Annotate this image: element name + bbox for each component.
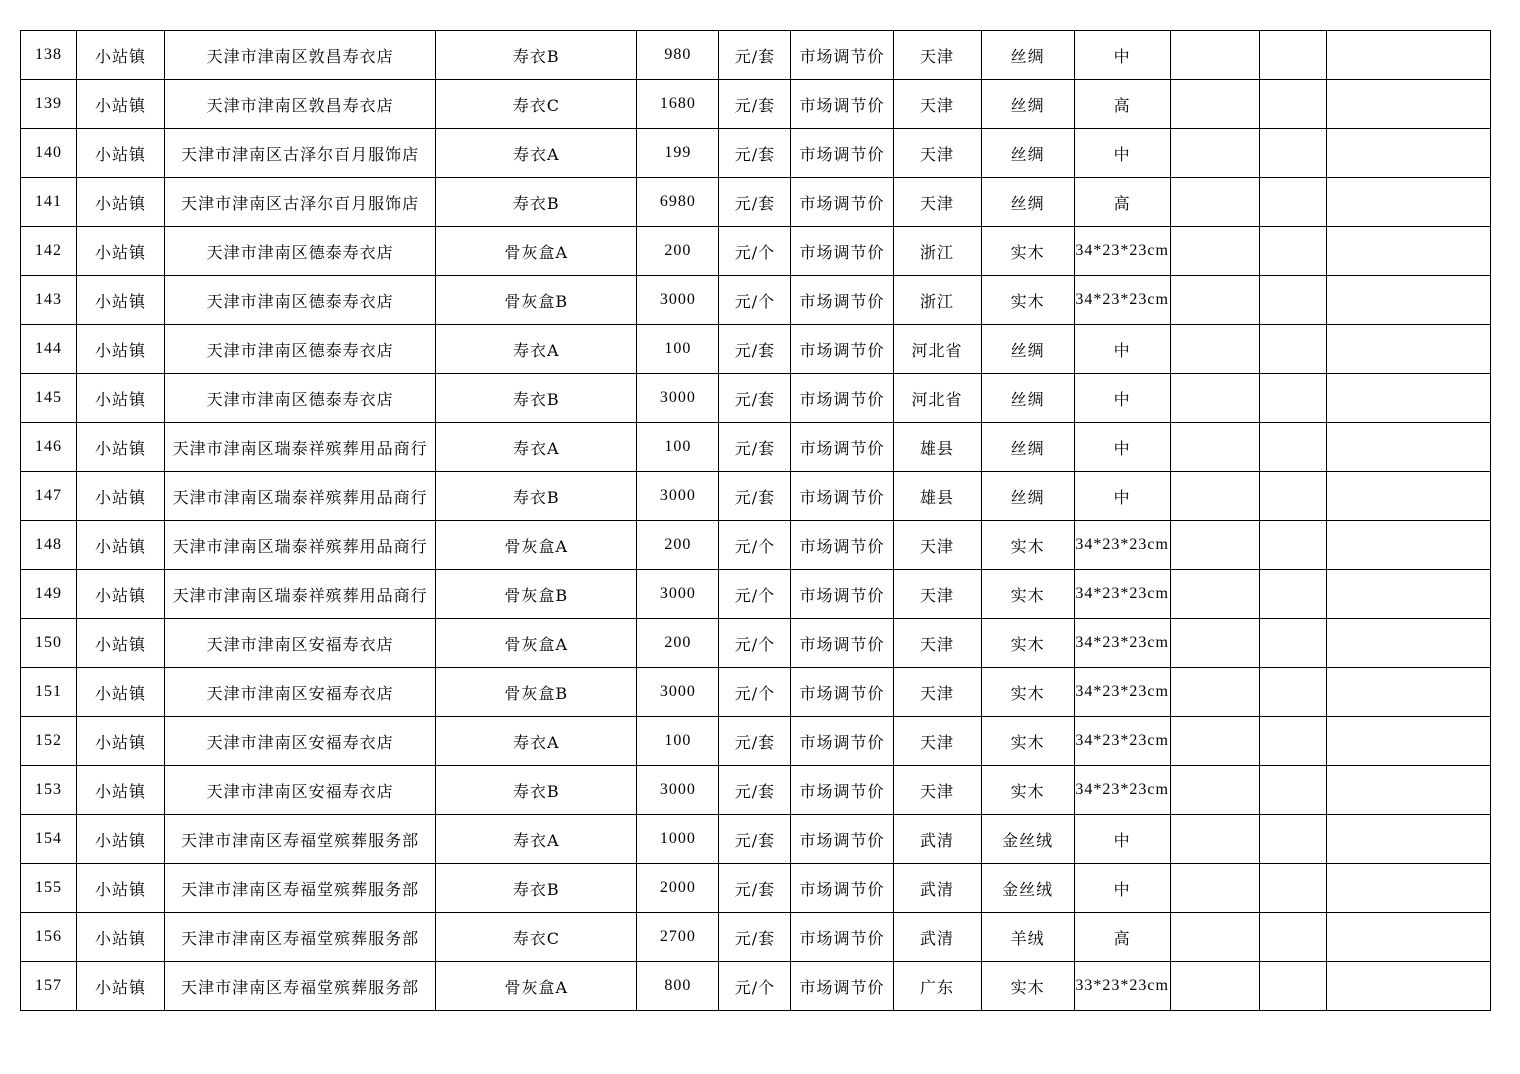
price-cell: 3000 (637, 374, 719, 423)
town-cell: 小站镇 (77, 276, 165, 325)
price-cell: 3000 (637, 472, 719, 521)
price-type-cell: 市场调节价 (791, 31, 893, 80)
origin-cell: 河北省 (893, 374, 981, 423)
empty-cell (1170, 815, 1259, 864)
spec-cell: 34*23*23cm (1074, 619, 1170, 668)
empty-cell (1259, 227, 1326, 276)
origin-cell: 浙江 (893, 227, 981, 276)
empty-cell (1326, 864, 1490, 913)
price-cell: 100 (637, 325, 719, 374)
shop-name-cell: 天津市津南区古泽尔百月服饰店 (165, 129, 436, 178)
origin-cell: 浙江 (893, 276, 981, 325)
material-cell: 实木 (981, 962, 1074, 1011)
empty-cell (1259, 521, 1326, 570)
empty-cell (1170, 31, 1259, 80)
row-number-cell: 144 (21, 325, 77, 374)
material-cell: 丝绸 (981, 178, 1074, 227)
empty-cell (1326, 129, 1490, 178)
material-cell: 丝绸 (981, 374, 1074, 423)
empty-cell (1259, 668, 1326, 717)
product-name-cell: 骨灰盒B (436, 276, 637, 325)
unit-cell: 元/套 (719, 913, 791, 962)
empty-cell (1326, 815, 1490, 864)
empty-cell (1326, 472, 1490, 521)
empty-cell (1326, 178, 1490, 227)
unit-cell: 元/个 (719, 276, 791, 325)
empty-cell (1170, 472, 1259, 521)
town-cell: 小站镇 (77, 717, 165, 766)
price-type-cell: 市场调节价 (791, 864, 893, 913)
shop-name-cell: 天津市津南区安福寿衣店 (165, 717, 436, 766)
price-cell: 200 (637, 227, 719, 276)
empty-cell (1326, 619, 1490, 668)
unit-cell: 元/套 (719, 129, 791, 178)
shop-name-cell: 天津市津南区安福寿衣店 (165, 668, 436, 717)
empty-cell (1170, 717, 1259, 766)
empty-cell (1326, 668, 1490, 717)
unit-cell: 元/套 (719, 423, 791, 472)
price-type-cell: 市场调节价 (791, 815, 893, 864)
row-number-cell: 143 (21, 276, 77, 325)
product-name-cell: 寿衣B (436, 472, 637, 521)
empty-cell (1326, 717, 1490, 766)
table-row (21, 962, 1491, 1011)
unit-cell: 元/套 (719, 472, 791, 521)
town-cell: 小站镇 (77, 472, 165, 521)
empty-cell (1170, 962, 1259, 1011)
origin-cell: 天津 (893, 570, 981, 619)
empty-cell (1170, 227, 1259, 276)
table-row (21, 276, 1491, 325)
shop-name-cell: 天津市津南区寿福堂殡葬服务部 (165, 815, 436, 864)
unit-cell: 元/套 (719, 864, 791, 913)
town-cell: 小站镇 (77, 815, 165, 864)
product-name-cell: 寿衣A (436, 129, 637, 178)
product-name-cell: 寿衣B (436, 374, 637, 423)
spec-cell: 34*23*23cm (1074, 570, 1170, 619)
table-row (21, 913, 1491, 962)
price-type-cell: 市场调节价 (791, 374, 893, 423)
table-row (21, 570, 1491, 619)
origin-cell: 广东 (893, 962, 981, 1011)
empty-cell (1170, 276, 1259, 325)
spec-cell: 中 (1074, 815, 1170, 864)
origin-cell: 河北省 (893, 325, 981, 374)
empty-cell (1170, 668, 1259, 717)
origin-cell: 武清 (893, 864, 981, 913)
row-number-cell: 146 (21, 423, 77, 472)
empty-cell (1259, 815, 1326, 864)
table-row (21, 766, 1491, 815)
spec-cell: 34*23*23cm (1074, 766, 1170, 815)
town-cell: 小站镇 (77, 31, 165, 80)
origin-cell: 武清 (893, 815, 981, 864)
town-cell: 小站镇 (77, 766, 165, 815)
table-row (21, 374, 1491, 423)
row-number-cell: 157 (21, 962, 77, 1011)
product-name-cell: 骨灰盒A (436, 227, 637, 276)
empty-cell (1170, 80, 1259, 129)
material-cell: 实木 (981, 570, 1074, 619)
material-cell: 丝绸 (981, 423, 1074, 472)
shop-name-cell: 天津市津南区德泰寿衣店 (165, 325, 436, 374)
empty-cell (1259, 129, 1326, 178)
unit-cell: 元/套 (719, 80, 791, 129)
price-type-cell: 市场调节价 (791, 962, 893, 1011)
material-cell: 实木 (981, 276, 1074, 325)
origin-cell: 天津 (893, 619, 981, 668)
price-cell: 100 (637, 717, 719, 766)
price-type-cell: 市场调节价 (791, 521, 893, 570)
product-name-cell: 骨灰盒B (436, 570, 637, 619)
price-type-cell: 市场调节价 (791, 276, 893, 325)
empty-cell (1259, 276, 1326, 325)
material-cell: 羊绒 (981, 913, 1074, 962)
spec-cell: 高 (1074, 178, 1170, 227)
product-name-cell: 骨灰盒B (436, 668, 637, 717)
origin-cell: 雄县 (893, 472, 981, 521)
empty-cell (1170, 178, 1259, 227)
product-name-cell: 寿衣A (436, 423, 637, 472)
empty-cell (1259, 423, 1326, 472)
shop-name-cell: 天津市津南区瑞泰祥殡葬用品商行 (165, 521, 436, 570)
shop-name-cell: 天津市津南区瑞泰祥殡葬用品商行 (165, 570, 436, 619)
spec-cell: 中 (1074, 325, 1170, 374)
price-cell: 980 (637, 31, 719, 80)
town-cell: 小站镇 (77, 374, 165, 423)
row-number-cell: 141 (21, 178, 77, 227)
shop-name-cell: 天津市津南区寿福堂殡葬服务部 (165, 913, 436, 962)
row-number-cell: 151 (21, 668, 77, 717)
table-row (21, 864, 1491, 913)
empty-cell (1170, 423, 1259, 472)
empty-cell (1259, 619, 1326, 668)
price-cell: 2700 (637, 913, 719, 962)
empty-cell (1326, 570, 1490, 619)
spec-cell: 中 (1074, 864, 1170, 913)
table-row (21, 325, 1491, 374)
row-number-cell: 156 (21, 913, 77, 962)
town-cell: 小站镇 (77, 619, 165, 668)
price-cell: 1000 (637, 815, 719, 864)
unit-cell: 元/套 (719, 766, 791, 815)
row-number-cell: 142 (21, 227, 77, 276)
price-cell: 200 (637, 521, 719, 570)
material-cell: 实木 (981, 521, 1074, 570)
table-row (21, 31, 1491, 80)
price-cell: 3000 (637, 276, 719, 325)
town-cell: 小站镇 (77, 962, 165, 1011)
shop-name-cell: 天津市津南区德泰寿衣店 (165, 374, 436, 423)
empty-cell (1259, 178, 1326, 227)
empty-cell (1170, 619, 1259, 668)
price-type-cell: 市场调节价 (791, 129, 893, 178)
spec-cell: 34*23*23cm (1074, 668, 1170, 717)
town-cell: 小站镇 (77, 80, 165, 129)
material-cell: 实木 (981, 668, 1074, 717)
unit-cell: 元/套 (719, 717, 791, 766)
empty-cell (1326, 374, 1490, 423)
material-cell: 丝绸 (981, 472, 1074, 521)
row-number-cell: 140 (21, 129, 77, 178)
material-cell: 实木 (981, 619, 1074, 668)
origin-cell: 天津 (893, 80, 981, 129)
row-number-cell: 155 (21, 864, 77, 913)
material-cell: 实木 (981, 227, 1074, 276)
row-number-cell: 145 (21, 374, 77, 423)
spec-cell: 34*23*23cm (1074, 717, 1170, 766)
row-number-cell: 154 (21, 815, 77, 864)
spec-cell: 中 (1074, 423, 1170, 472)
empty-cell (1259, 766, 1326, 815)
product-name-cell: 寿衣C (436, 913, 637, 962)
price-type-cell: 市场调节价 (791, 570, 893, 619)
empty-cell (1326, 325, 1490, 374)
unit-cell: 元/套 (719, 815, 791, 864)
spec-cell: 34*23*23cm (1074, 227, 1170, 276)
product-name-cell: 骨灰盒A (436, 962, 637, 1011)
product-name-cell: 寿衣B (436, 864, 637, 913)
spec-cell: 高 (1074, 80, 1170, 129)
price-type-cell: 市场调节价 (791, 472, 893, 521)
price-cell: 3000 (637, 668, 719, 717)
table-row (21, 227, 1491, 276)
product-name-cell: 寿衣B (436, 766, 637, 815)
material-cell: 丝绸 (981, 129, 1074, 178)
price-cell: 199 (637, 129, 719, 178)
price-type-cell: 市场调节价 (791, 227, 893, 276)
row-number-cell: 148 (21, 521, 77, 570)
shop-name-cell: 天津市津南区安福寿衣店 (165, 766, 436, 815)
shop-name-cell: 天津市津南区瑞泰祥殡葬用品商行 (165, 423, 436, 472)
product-name-cell: 寿衣A (436, 325, 637, 374)
product-name-cell: 骨灰盒A (436, 521, 637, 570)
shop-name-cell: 天津市津南区德泰寿衣店 (165, 276, 436, 325)
table-row (21, 815, 1491, 864)
product-name-cell: 寿衣A (436, 815, 637, 864)
material-cell: 丝绸 (981, 80, 1074, 129)
empty-cell (1170, 521, 1259, 570)
town-cell: 小站镇 (77, 227, 165, 276)
town-cell: 小站镇 (77, 521, 165, 570)
row-number-cell: 153 (21, 766, 77, 815)
town-cell: 小站镇 (77, 570, 165, 619)
empty-cell (1326, 962, 1490, 1011)
origin-cell: 天津 (893, 178, 981, 227)
price-cell: 2000 (637, 864, 719, 913)
origin-cell: 天津 (893, 668, 981, 717)
table-row (21, 80, 1491, 129)
price-type-cell: 市场调节价 (791, 668, 893, 717)
town-cell: 小站镇 (77, 668, 165, 717)
table-body (21, 31, 1491, 1011)
unit-cell: 元/套 (719, 31, 791, 80)
price-type-cell: 市场调节价 (791, 423, 893, 472)
table-row (21, 129, 1491, 178)
unit-cell: 元/个 (719, 227, 791, 276)
empty-cell (1170, 129, 1259, 178)
spec-cell: 中 (1074, 472, 1170, 521)
row-number-cell: 139 (21, 80, 77, 129)
empty-cell (1259, 570, 1326, 619)
town-cell: 小站镇 (77, 178, 165, 227)
price-cell: 3000 (637, 570, 719, 619)
unit-cell: 元/个 (719, 668, 791, 717)
town-cell: 小站镇 (77, 325, 165, 374)
price-type-cell: 市场调节价 (791, 717, 893, 766)
material-cell: 实木 (981, 717, 1074, 766)
price-table (20, 30, 1491, 1011)
empty-cell (1170, 913, 1259, 962)
shop-name-cell: 天津市津南区敦昌寿衣店 (165, 31, 436, 80)
table-row (21, 423, 1491, 472)
price-cell: 1680 (637, 80, 719, 129)
empty-cell (1326, 766, 1490, 815)
product-name-cell: 骨灰盒A (436, 619, 637, 668)
shop-name-cell: 天津市津南区古泽尔百月服饰店 (165, 178, 436, 227)
unit-cell: 元/个 (719, 962, 791, 1011)
empty-cell (1259, 472, 1326, 521)
row-number-cell: 138 (21, 31, 77, 80)
shop-name-cell: 天津市津南区瑞泰祥殡葬用品商行 (165, 472, 436, 521)
origin-cell: 天津 (893, 717, 981, 766)
empty-cell (1326, 227, 1490, 276)
table-row (21, 717, 1491, 766)
unit-cell: 元/个 (719, 570, 791, 619)
spec-cell: 中 (1074, 31, 1170, 80)
price-type-cell: 市场调节价 (791, 325, 893, 374)
town-cell: 小站镇 (77, 129, 165, 178)
spec-cell: 中 (1074, 129, 1170, 178)
price-type-cell: 市场调节价 (791, 80, 893, 129)
origin-cell: 天津 (893, 31, 981, 80)
price-type-cell: 市场调节价 (791, 178, 893, 227)
price-cell: 100 (637, 423, 719, 472)
row-number-cell: 152 (21, 717, 77, 766)
price-cell: 6980 (637, 178, 719, 227)
unit-cell: 元/套 (719, 325, 791, 374)
row-number-cell: 150 (21, 619, 77, 668)
row-number-cell: 147 (21, 472, 77, 521)
origin-cell: 天津 (893, 521, 981, 570)
empty-cell (1326, 31, 1490, 80)
empty-cell (1170, 325, 1259, 374)
unit-cell: 元/个 (719, 521, 791, 570)
empty-cell (1259, 31, 1326, 80)
price-type-cell: 市场调节价 (791, 913, 893, 962)
spec-cell: 高 (1074, 913, 1170, 962)
origin-cell: 天津 (893, 766, 981, 815)
empty-cell (1170, 374, 1259, 423)
empty-cell (1259, 717, 1326, 766)
unit-cell: 元/套 (719, 374, 791, 423)
table-row (21, 668, 1491, 717)
spec-cell: 34*23*23cm (1074, 521, 1170, 570)
shop-name-cell: 天津市津南区寿福堂殡葬服务部 (165, 864, 436, 913)
material-cell: 实木 (981, 766, 1074, 815)
town-cell: 小站镇 (77, 864, 165, 913)
empty-cell (1170, 766, 1259, 815)
unit-cell: 元/个 (719, 619, 791, 668)
price-cell: 800 (637, 962, 719, 1011)
empty-cell (1259, 374, 1326, 423)
product-name-cell: 寿衣B (436, 31, 637, 80)
price-type-cell: 市场调节价 (791, 766, 893, 815)
empty-cell (1259, 962, 1326, 1011)
spec-cell: 34*23*23cm (1074, 276, 1170, 325)
material-cell: 丝绸 (981, 325, 1074, 374)
product-name-cell: 寿衣C (436, 80, 637, 129)
empty-cell (1326, 423, 1490, 472)
town-cell: 小站镇 (77, 423, 165, 472)
empty-cell (1326, 276, 1490, 325)
table-row (21, 521, 1491, 570)
shop-name-cell: 天津市津南区敦昌寿衣店 (165, 80, 436, 129)
shop-name-cell: 天津市津南区德泰寿衣店 (165, 227, 436, 276)
material-cell: 金丝绒 (981, 815, 1074, 864)
material-cell: 丝绸 (981, 31, 1074, 80)
empty-cell (1170, 570, 1259, 619)
empty-cell (1326, 521, 1490, 570)
empty-cell (1259, 325, 1326, 374)
empty-cell (1259, 864, 1326, 913)
price-cell: 200 (637, 619, 719, 668)
empty-cell (1259, 80, 1326, 129)
origin-cell: 雄县 (893, 423, 981, 472)
price-type-cell: 市场调节价 (791, 619, 893, 668)
shop-name-cell: 天津市津南区寿福堂殡葬服务部 (165, 962, 436, 1011)
material-cell: 金丝绒 (981, 864, 1074, 913)
table-row (21, 619, 1491, 668)
empty-cell (1170, 864, 1259, 913)
table-row (21, 472, 1491, 521)
spec-cell: 33*23*23cm (1074, 962, 1170, 1011)
product-name-cell: 寿衣A (436, 717, 637, 766)
row-number-cell: 149 (21, 570, 77, 619)
town-cell: 小站镇 (77, 913, 165, 962)
shop-name-cell: 天津市津南区安福寿衣店 (165, 619, 436, 668)
product-name-cell: 寿衣B (436, 178, 637, 227)
origin-cell: 武清 (893, 913, 981, 962)
empty-cell (1259, 913, 1326, 962)
spec-cell: 中 (1074, 374, 1170, 423)
price-cell: 3000 (637, 766, 719, 815)
unit-cell: 元/套 (719, 178, 791, 227)
empty-cell (1326, 913, 1490, 962)
table-row (21, 178, 1491, 227)
origin-cell: 天津 (893, 129, 981, 178)
empty-cell (1326, 80, 1490, 129)
